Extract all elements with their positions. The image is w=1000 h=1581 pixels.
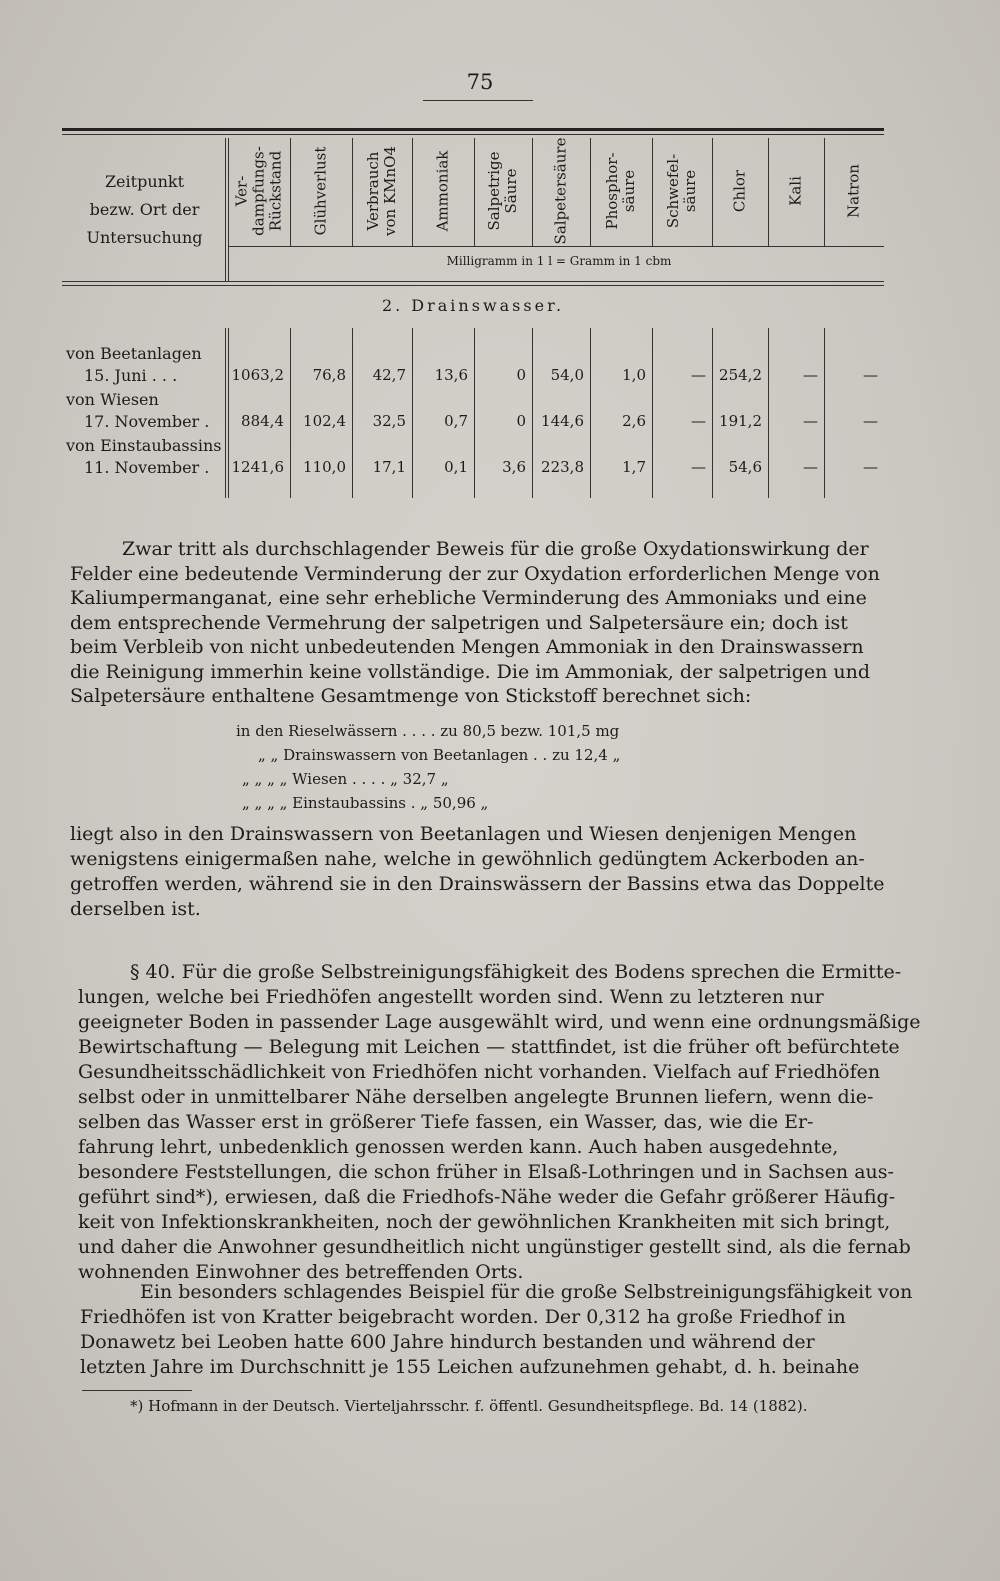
row-label-place: von Beetanlagen xyxy=(66,344,202,363)
para3-line: Bewirtschaftung — Belegung mit Leichen — stattfindet, ist die früher oft befürchtete xyxy=(78,1036,900,1058)
para3-line: wohnenden Einwohner des betreffenden Orts. xyxy=(78,1261,524,1283)
table-cell: — xyxy=(803,366,818,384)
column-header xyxy=(590,138,652,244)
column-divider xyxy=(290,138,291,246)
table-cell: 76,8 xyxy=(312,366,346,384)
para2-line: derselben ist. xyxy=(70,898,201,920)
column-divider xyxy=(352,138,353,246)
para3-line: und daher die Anwohner gesundheitlich nicht ungünstiger gestellt sind, als die fernab xyxy=(78,1236,911,1258)
column-divider xyxy=(768,138,769,246)
body-divider xyxy=(225,328,226,498)
table-top-rule-2 xyxy=(62,134,884,135)
para2-line: getroffen werden, während sie in den Drainswässern der Bassins etwa das Doppelte xyxy=(70,873,885,895)
para1-line: dem entsprechende Vermehrung der salpetrigen und Salpetersäure ein; doch ist xyxy=(70,611,848,634)
page-number: 75 xyxy=(466,70,494,94)
table-cell: — xyxy=(691,366,706,384)
body-divider xyxy=(590,328,591,498)
body-divider xyxy=(290,328,291,498)
para1-line: Felder eine bedeutende Verminderung der zur Oxydation erforderlichen Menge von xyxy=(70,562,880,585)
table-divider xyxy=(225,138,226,281)
para3-line: geeigneter Boden in passender Lage ausgewählt wird, und wenn eine ordnungsmäßige xyxy=(78,1011,921,1033)
page-number-rule xyxy=(423,100,533,101)
table-cell: 13,6 xyxy=(434,366,468,384)
para3-line: fahrung lehrt, unbedenklich genossen werden kann. Auch haben ausgedehnte, xyxy=(78,1136,839,1158)
table-cell: 884,4 xyxy=(241,412,284,430)
row-label-place: von Einstaubassins xyxy=(66,436,222,455)
calc-line: „ „ „ „ Wiesen . . . . „ 32,7 „ xyxy=(242,770,449,788)
table-cell: 42,7 xyxy=(372,366,406,384)
column-divider xyxy=(474,138,475,246)
table-cell: — xyxy=(691,412,706,430)
para3-line: § 40. Für die große Selbstreinigungsfähigkeit des Bodens sprechen die Ermitte- xyxy=(130,961,902,983)
table-cell: 3,6 xyxy=(502,458,526,476)
table-cell: 144,6 xyxy=(541,412,584,430)
column-header xyxy=(652,138,712,244)
body-divider xyxy=(532,328,533,498)
body-divider xyxy=(352,328,353,498)
para3-line: lungen, welche bei Friedhöfen angestellt worden sind. Wenn zu letzteren nur xyxy=(78,986,824,1008)
table-header-rule-2 xyxy=(62,285,884,286)
body-divider xyxy=(712,328,713,498)
column-divider xyxy=(652,138,653,246)
para3-line: keit von Infektionskrankheiten, noch der gewöhnlichen Krankheiten mit sich bringt, xyxy=(78,1211,891,1233)
column-header xyxy=(824,138,884,244)
table-cell: — xyxy=(803,458,818,476)
column-header-label: Schwefel- säure xyxy=(664,153,699,229)
table-cell: — xyxy=(863,366,878,384)
footnote: *) Hofmann in der Deutsch. Vierteljahrsschr. f. öffentl. Gesundheitspflege. Bd. 14 (1882). xyxy=(130,1397,808,1415)
calc-line: „ „ Drainswassern von Beetanlagen . . zu 12,4 „ xyxy=(258,746,621,764)
row-label-date: 11. November . xyxy=(84,458,210,477)
column-header xyxy=(474,138,532,244)
para2-line: wenigstens einigermaßen nahe, welche in gewöhnlich gedüngtem Ackerboden an- xyxy=(70,848,865,870)
calc-line: „ „ „ „ Einstaubassins . „ 50,96 „ xyxy=(242,794,489,812)
footnote-rule xyxy=(82,1390,192,1391)
column-header xyxy=(352,138,412,244)
table-cell: 102,4 xyxy=(303,412,346,430)
table-cell: 54,0 xyxy=(550,366,584,384)
para4-line: Friedhöfen ist von Kratter beigebracht worden. Der 0,312 ha große Friedhof in xyxy=(80,1306,846,1328)
table-cell: 1063,2 xyxy=(231,366,284,384)
column-header-label: Glühverlust xyxy=(311,146,330,236)
row-header xyxy=(62,168,227,252)
body-divider xyxy=(412,328,413,498)
para4-line: Donawetz bei Leoben hatte 600 Jahre hindurch bestanden und während der xyxy=(80,1331,815,1353)
column-divider xyxy=(532,138,533,246)
para3-line: geführt sind*), erwiesen, daß die Friedhofs-Nähe weder die Gefahr größerer Häufig- xyxy=(78,1186,896,1208)
column-header-label: Verbrauch von KMnO4 xyxy=(364,146,399,236)
row-header-line: Untersuchung xyxy=(86,228,203,247)
para1-line: die Reinigung immerhin keine vollständige. Die im Ammoniak, der salpetrigen und xyxy=(70,660,871,683)
table-cell: — xyxy=(863,458,878,476)
column-header xyxy=(412,138,474,244)
table-cell: 2,6 xyxy=(622,412,646,430)
column-header-label: Kali xyxy=(786,176,805,206)
units-label: Milligramm in 1 l = Gramm in 1 cbm xyxy=(446,254,672,268)
table-cell: 254,2 xyxy=(719,366,762,384)
column-header xyxy=(712,138,768,244)
para4-line: Ein besonders schlagendes Beispiel für die große Selbstreinigungsfähigkeit von xyxy=(140,1281,913,1303)
para3-line: besondere Feststellungen, die schon früher in Elsaß-Lothringen und in Sachsen aus- xyxy=(78,1161,894,1183)
column-divider xyxy=(590,138,591,246)
table-cell: 1,7 xyxy=(622,458,646,476)
column-header xyxy=(532,138,590,244)
column-header-label: Phosphor- säure xyxy=(603,152,638,230)
column-divider xyxy=(412,138,413,246)
table-cell: — xyxy=(863,412,878,430)
table-cell: 32,5 xyxy=(372,412,406,430)
table-cell: 0 xyxy=(516,412,526,430)
body-divider xyxy=(652,328,653,498)
section-title: 2. Drainswasser. xyxy=(381,296,565,315)
body-divider xyxy=(824,328,825,498)
row-header-line: bezw. Ort der xyxy=(89,200,200,219)
column-header-label: Salpetersäure xyxy=(551,137,570,245)
calc-line: in den Rieselwässern . . . . zu 80,5 bezw. 101,5 mg xyxy=(236,722,620,740)
body-divider xyxy=(474,328,475,498)
table-cell: 0,7 xyxy=(444,412,468,430)
column-header-label: Ver- dampfungs- Rückstand xyxy=(232,146,285,236)
table-cell: 1241,6 xyxy=(231,458,284,476)
column-header-label: Natron xyxy=(844,164,863,218)
para2-line: liegt also in den Drainswassern von Beetanlagen und Wiesen denjenigen Mengen xyxy=(70,823,857,845)
column-header-label: Salpetrige Säure xyxy=(485,151,520,231)
table-cell: 191,2 xyxy=(719,412,762,430)
table-header-rule xyxy=(62,281,884,282)
para1-line: beim Verbleib von nicht unbedeutenden Mengen Ammoniak in den Drainswassern xyxy=(70,636,864,658)
row-header-line: Zeitpunkt xyxy=(104,172,185,191)
table-cell: 223,8 xyxy=(541,458,584,476)
column-divider xyxy=(824,138,825,246)
column-header-label: Chlor xyxy=(730,169,749,213)
para3-line: selbst oder in unmittelbarer Nähe derselben angelegte Brunnen liefern, wenn die- xyxy=(78,1086,874,1108)
table-cell: — xyxy=(803,412,818,430)
table-cell: 0,1 xyxy=(444,458,468,476)
table-cell: 110,0 xyxy=(303,458,346,476)
table-cell: 0 xyxy=(516,366,526,384)
column-divider xyxy=(712,138,713,246)
row-label-date: 15. Juni . . . xyxy=(84,366,178,385)
table-cell: 54,6 xyxy=(728,458,762,476)
para1-line: Zwar tritt als durchschlagender Beweis für die große Oxydationswirkung der xyxy=(122,538,869,560)
header-bottom-rule xyxy=(228,246,884,247)
body-divider xyxy=(228,328,229,498)
column-header xyxy=(768,138,824,244)
table-divider xyxy=(228,138,229,281)
table-cell: — xyxy=(691,458,706,476)
row-label-date: 17. November . xyxy=(84,412,210,431)
para1-line: Kaliumpermanganat, eine sehr erhebliche Verminderung des Ammoniaks und eine xyxy=(70,587,867,609)
para3-line: selben das Wasser erst in größerer Tiefe fassen, ein Wasser, das, wie die Er- xyxy=(78,1111,814,1133)
para1-line: Salpetersäure enthaltene Gesamtmenge von Stickstoff berechnet sich: xyxy=(70,685,752,707)
para4-line: letzten Jahre im Durchschnitt je 155 Leichen aufzunehmen gehabt, d. h. beinahe xyxy=(80,1356,860,1378)
row-label-place: von Wiesen xyxy=(66,390,159,409)
column-header-label: Ammoniak xyxy=(433,150,452,232)
data-table xyxy=(62,128,884,498)
table-cell: 17,1 xyxy=(372,458,406,476)
body-divider xyxy=(768,328,769,498)
para3-line: Gesundheitsschädlichkeit von Friedhöfen nicht vorhanden. Vielfach auf Friedhöfen xyxy=(78,1061,881,1083)
column-header xyxy=(228,138,290,244)
table-cell: 1,0 xyxy=(622,366,646,384)
column-header xyxy=(290,138,352,244)
table-top-rule xyxy=(62,128,884,131)
